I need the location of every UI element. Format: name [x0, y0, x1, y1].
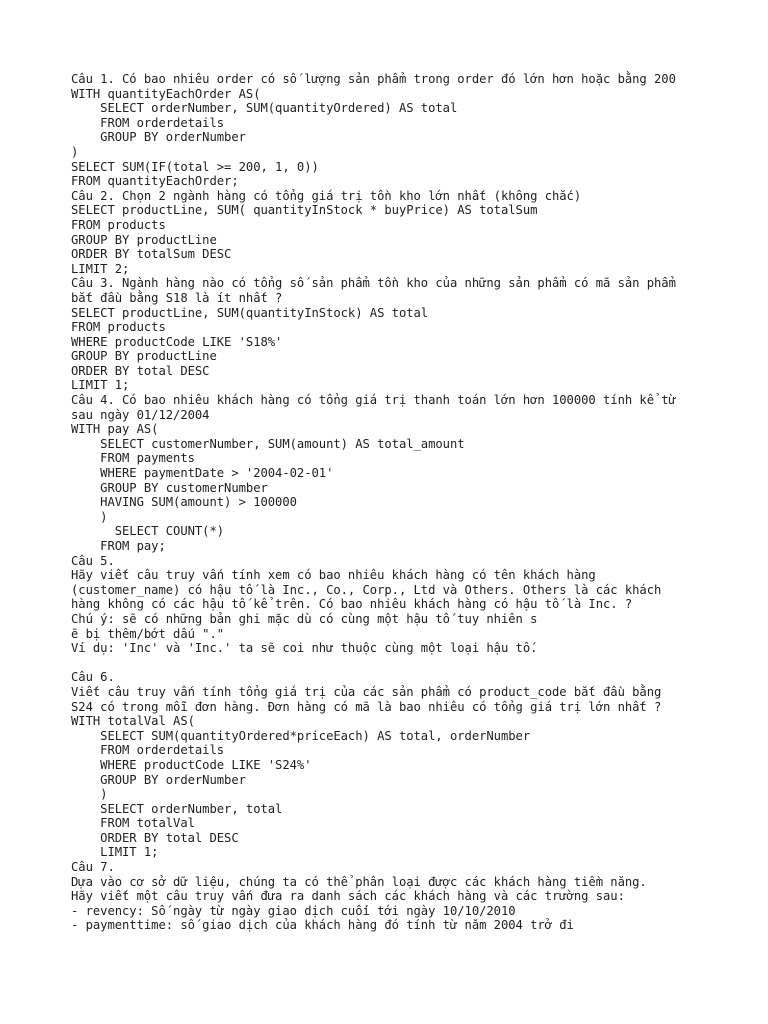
text-line: Câu 6.	[71, 670, 115, 685]
code-line: SELECT orderNumber, total	[71, 801, 283, 816]
code-line: SELECT SUM(quantityOrdered*priceEach) AS total, orderNumber	[71, 728, 531, 743]
text-line: - revency: Số ngày từ ngày giao dịch cuối tới ngày 10/10/2010	[71, 903, 516, 918]
code-line: SELECT COUNT(*)	[71, 524, 225, 539]
code-line: WHERE paymentDate > '2004-02-01'	[71, 466, 334, 481]
text-line: (customer_name) có hậu tố là Inc., Co., Corp., Ltd và Others. Others là các khách	[71, 582, 662, 597]
code-line: WHERE productCode LIKE 'S18%'	[71, 334, 283, 349]
code-line: WHERE productCode LIKE 'S24%'	[71, 757, 312, 772]
code-line: FROM quantityEachOrder;	[71, 174, 239, 189]
code-line: FROM orderdetails	[71, 115, 225, 130]
code-line: GROUP BY orderNumber	[71, 772, 246, 787]
text-line: bắt đầu bằng S18 là ít nhất ?	[71, 290, 283, 305]
text-line: sau ngày 01/12/2004	[71, 407, 210, 422]
code-line: FROM products	[71, 320, 166, 335]
text-line: Dựa vào cơ sở dữ liệu, chúng ta có thể phân loại được các khách hàng tiềm năng.	[71, 874, 647, 889]
text-line: Viết câu truy vấn tính tổng giá trị của các sản phẩm có product_code bắt đầu bằng	[71, 684, 662, 699]
code-line: WITH pay AS(	[71, 422, 159, 437]
code-line: GROUP BY customerNumber	[71, 480, 268, 495]
text-line: Câu 2. Chọn 2 ngành hàng có tổng giá trị tồn kho lớn nhất (không chắc)	[71, 188, 582, 203]
text-line: Chú ý: sẽ có những bản ghi mặc dù có cùng một hậu tố tuy nhiên s	[71, 611, 538, 626]
code-line: FROM orderdetails	[71, 743, 225, 758]
text-line: S24 có trong mỗi đơn hàng. Đơn hàng có mã là bao nhiêu có tổng giá trị lớn nhất ?	[71, 699, 662, 714]
code-line: ORDER BY total DESC	[71, 363, 210, 378]
text-line: - paymenttime: số giao dịch của khách hàng đó tính từ năm 2004 trở đi	[71, 918, 574, 933]
text-line: Câu 7.	[71, 860, 115, 875]
text-line: Câu 3. Ngành hàng nào có tổng số sản phẩm tồn kho của những sản phẩm có mã sản phẩm	[71, 276, 676, 291]
text-line: ẽ bị thêm/bớt dấu "."	[71, 626, 225, 641]
code-line: FROM payments	[71, 451, 195, 466]
code-line: FROM pay;	[71, 539, 166, 553]
code-line: )	[71, 144, 79, 159]
code-line: LIMIT 1;	[71, 378, 130, 393]
code-line: GROUP BY productLine	[71, 232, 217, 247]
text-line: hàng không có các hậu tố kể trên. Có bao nhiêu khách hàng có hậu tố là Inc. ?	[71, 597, 633, 612]
code-line: GROUP BY productLine	[71, 349, 217, 364]
text-line: Hãy viết câu truy vấn tính xem có bao nhiêu khách hàng có tên khách hàng	[71, 568, 596, 583]
document-page	[71, 72, 711, 933]
code-line: SELECT orderNumber, SUM(quantityOrdered) AS total	[71, 101, 458, 116]
code-line: WITH totalVal AS(	[71, 714, 195, 729]
code-line: )	[71, 787, 108, 802]
text-line: Câu 5.	[71, 553, 115, 568]
text-line: Câu 1. Có bao nhiêu order có số lượng sản phẩm trong order đó lớn hơn hoặc bằng 200	[71, 72, 676, 86]
code-line: LIMIT 2;	[71, 261, 130, 276]
code-line: SELECT productLine, SUM( quantityInStock * buyPrice) AS totalSum	[71, 203, 538, 218]
code-line: SELECT SUM(IF(total >= 200, 1, 0))	[71, 159, 319, 174]
text-line: Hãy viết một câu truy vấn đưa ra danh sách các khách hàng và các trường sau:	[71, 889, 625, 904]
code-line: FROM totalVal	[71, 816, 195, 831]
code-line: ORDER BY totalSum DESC	[71, 247, 232, 262]
code-line: WITH quantityEachOrder AS(	[71, 86, 261, 101]
code-line: HAVING SUM(amount) > 100000	[71, 495, 297, 510]
code-line: SELECT productLine, SUM(quantityInStock) AS total	[71, 305, 429, 320]
code-line: LIMIT 1;	[71, 845, 159, 860]
text-line: Ví dụ: 'Inc' và 'Inc.' ta sẽ coi như thuộc cùng một loại hậu tố.	[71, 641, 538, 656]
code-line: GROUP BY orderNumber	[71, 130, 246, 145]
text-line: Câu 4. Có bao nhiêu khách hàng có tổng giá trị thanh toán lớn hơn 100000 tính kể từ	[71, 393, 676, 408]
code-line: SELECT customerNumber, SUM(amount) AS total_amount	[71, 436, 465, 451]
blank-line	[71, 656, 711, 671]
code-line: FROM products	[71, 217, 166, 232]
code-line: )	[71, 509, 108, 524]
code-line: ORDER BY total DESC	[71, 830, 239, 845]
